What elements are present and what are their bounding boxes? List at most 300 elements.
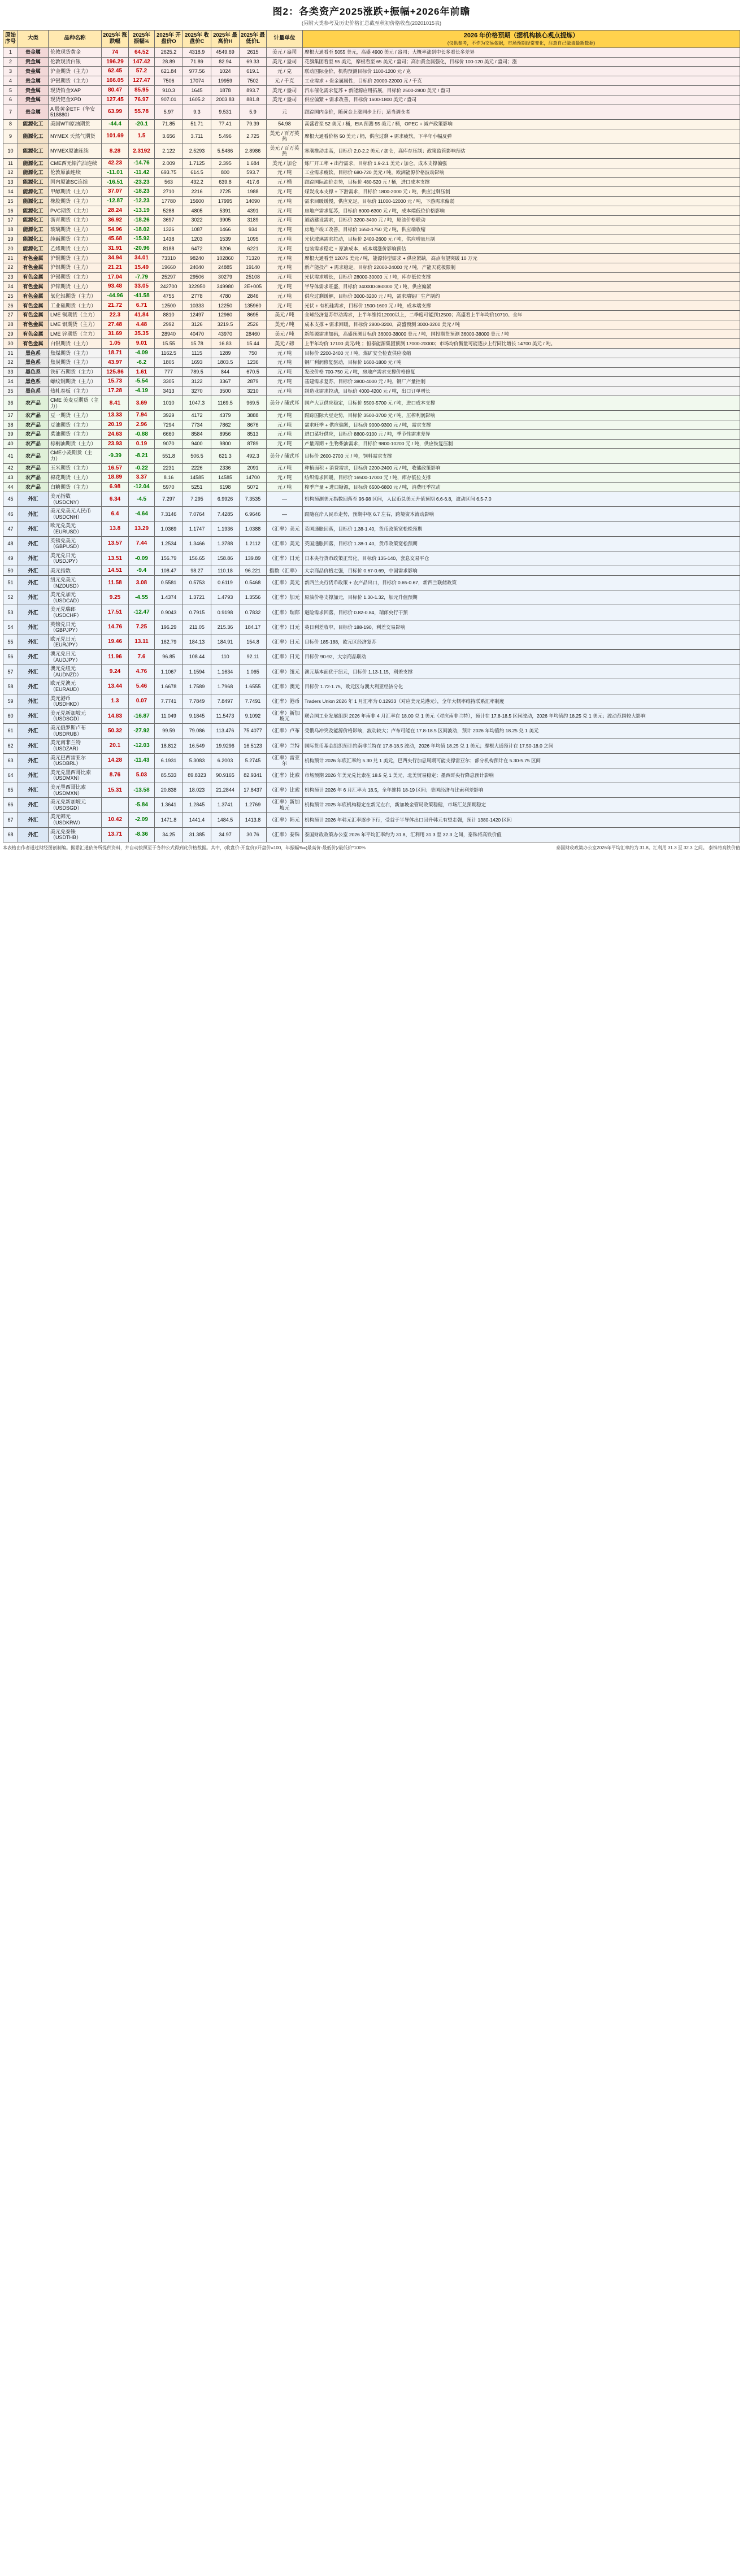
row-amplitude-pct: 7.6: [129, 649, 155, 664]
row-low: 1.3556: [240, 590, 267, 605]
row-index: 62: [3, 739, 18, 753]
row-index: 53: [3, 605, 18, 620]
row-open: 4755: [155, 292, 183, 301]
row-low: 6221: [240, 244, 267, 254]
row-change-pct: 6.98: [102, 483, 129, 492]
row-high: 1169.5: [211, 396, 240, 410]
row-index: 66: [3, 798, 18, 813]
row-open: 2.122: [155, 144, 183, 158]
row-forecast: 联合国工业发展组织 2026 年南非 4 月汇率在 18.00 兑 1 美元（对应南非兰特），预计在 17.8-18.5 区间波动，2026 年均值约 18.25 兑 1 美元；波动范围较大影响: [303, 709, 740, 723]
row-close: 3126: [183, 320, 211, 329]
row-unit: （汇率）澳元: [267, 679, 303, 694]
row-unit: 元 / 吨: [267, 282, 303, 292]
row-forecast: 机构预计 2025 年底机构稳定在新元左右，新加坡金管局政策稳健，市场汇兑预期稳定: [303, 798, 740, 813]
row-amplitude-pct: -11.43: [129, 753, 155, 768]
row-change-pct: 15.31: [102, 783, 129, 797]
row-close: 12497: [183, 310, 211, 320]
row-open: 2231: [155, 463, 183, 473]
row-amplitude-pct: -4.5: [129, 492, 155, 507]
row-change-pct: 63.99: [102, 105, 129, 119]
row-index: 2: [3, 57, 18, 67]
row-change-pct: 23.93: [102, 439, 129, 449]
table-row: [3, 215, 740, 225]
table-row: [3, 57, 740, 67]
row-forecast: 澳元基本面优于纽元，目标价 1.13-1.15，利差支撑: [303, 664, 740, 679]
row-low: 3210: [240, 386, 267, 396]
row-open: 8810: [155, 310, 183, 320]
row-unit: （汇率）瑞郎: [267, 605, 303, 620]
row-amplitude-pct: -12.04: [129, 483, 155, 492]
row-forecast: 全球经济复苏带动需求，上半年维持12000以上，二季度可能到12500；高盛看上半年均价10710、全年: [303, 310, 740, 320]
row-category: 有色金属: [18, 310, 49, 320]
footer-left: 本表格由作者通过财经图创制编。据悉汇通依务所提供资料，并自动按照至于各种公式得到此价格数据。其中，(收盘价-开盘价)/开盘价=100，年振幅%=(最高价-最低价)/最低价*100%: [3, 845, 366, 850]
row-category: 农产品: [18, 439, 49, 449]
row-category: 外汇: [18, 798, 49, 813]
row-category: 有色金属: [18, 320, 49, 329]
table-row: [3, 234, 740, 244]
col-low: 2025年 最低价L: [240, 31, 267, 48]
row-forecast: 国产大豆供应稳定，目标价 5500-5700 元 / 吨，进口成本支撑: [303, 396, 740, 410]
row-category: 农产品: [18, 449, 49, 463]
row-close: 1441.4: [183, 813, 211, 827]
row-category: 外汇: [18, 551, 49, 566]
table-row: [3, 282, 740, 292]
row-open: 1010: [155, 396, 183, 410]
row-change-pct: 13.51: [102, 551, 129, 566]
row-forecast: 包装需求稳定 + 原油成本，成本端涨价影响预估: [303, 244, 740, 254]
row-high: 7862: [211, 420, 240, 430]
row-low: 969.5: [240, 396, 267, 410]
row-index: 27: [3, 310, 18, 320]
row-low: 28460: [240, 329, 267, 339]
row-unit: 元 / 吨: [267, 358, 303, 367]
row-forecast: 摩根大通看至 12075 美元 / 吨，能源转型需求 + 供应紧缺，高点有望突破 10 万元: [303, 254, 740, 263]
row-unit: 元 / 吨: [267, 439, 303, 449]
row-low: 25108: [240, 272, 267, 282]
row-unit: 美元 / 吨: [267, 310, 303, 320]
row-index: 63: [3, 753, 18, 768]
row-index: 8: [3, 119, 18, 129]
row-change-pct: 14.83: [102, 709, 129, 723]
row-asset-name: 棉花期货（主力）: [49, 473, 102, 483]
row-open: 3.656: [155, 129, 183, 144]
row-asset-name: PVC期货（主力）: [49, 206, 102, 216]
row-change-pct: 9.25: [102, 590, 129, 605]
row-asset-name: A 股黄金ETF（华安 518880）: [49, 105, 102, 119]
table-row: [3, 396, 740, 410]
row-high: 77.41: [211, 119, 240, 129]
row-unit: 元 / 吨: [267, 367, 303, 377]
row-asset-name: 橡胶期货（主力）: [49, 197, 102, 206]
row-index: 56: [3, 649, 18, 664]
row-open: 3305: [155, 377, 183, 386]
table-row: [3, 566, 740, 576]
row-forecast: 摩根大通看至 5055 美元，高盛 4900 美元 / 盎司；大概率涨到中长多看长多差异: [303, 47, 740, 57]
row-open: 777: [155, 367, 183, 377]
row-open: 7294: [155, 420, 183, 430]
row-close: 14585: [183, 473, 211, 483]
row-unit: 元 / 吨: [267, 254, 303, 263]
row-close: 977.56: [183, 67, 211, 76]
row-change-pct: 50.32: [102, 724, 129, 739]
row-forecast: 摩根大通看价格 50 美元 / 桶，供应过剩 + 需求疲软，下半年小幅反弹: [303, 129, 740, 144]
row-index: 44: [3, 483, 18, 492]
row-high: 16.83: [211, 339, 240, 349]
row-unit: 元 / 克: [267, 67, 303, 76]
row-high: 11.5473: [211, 709, 240, 723]
page-title: 图2：各类资产2025涨跌+振幅+2026年前瞻: [272, 6, 471, 17]
table-row: [3, 95, 740, 105]
row-index: 28: [3, 320, 18, 329]
table-row: [3, 119, 740, 129]
row-index: 52: [3, 590, 18, 605]
row-index: 64: [3, 768, 18, 783]
row-amplitude-pct: -18.02: [129, 225, 155, 234]
table-row: [3, 187, 740, 197]
row-asset-name: 沪铝期货（主力）: [49, 263, 102, 272]
row-open: 17780: [155, 197, 183, 206]
row-forecast: 原油价格支撑加元，目标价 1.30-1.32，加元升值预期: [303, 590, 740, 605]
row-asset-name: 欧元兑澳元（EURAUD）: [49, 679, 102, 694]
row-forecast: 机构预测美元指数回落至 96-98 区间，人民币兑美元升值预期 6.6-6.8，波动区间 6.5-7.0: [303, 492, 740, 507]
row-asset-name: 工业硅期货（主力）: [49, 301, 102, 311]
row-unit: （汇率）日元: [267, 649, 303, 664]
row-forecast: 受俄乌冲突及能源价格影响，波动较大；卢布可能在 17.8-18.5 区间波动，预计 2026 年均值约 18.25 兑 1 美元: [303, 724, 740, 739]
row-close: 98240: [183, 254, 211, 263]
row-amplitude-pct: 76.97: [129, 95, 155, 105]
row-change-pct: 9.24: [102, 664, 129, 679]
row-amplitude-pct: 13.11: [129, 635, 155, 649]
row-low: 0.7832: [240, 605, 267, 620]
row-high: 5.496: [211, 129, 240, 144]
row-amplitude-pct: -7.79: [129, 272, 155, 282]
row-amplitude-pct: -0.88: [129, 429, 155, 439]
row-open: 3413: [155, 386, 183, 396]
row-forecast: 光伏玻璃需求拉动，目标价 2400-2600 元 / 吨，供应增量压制: [303, 234, 740, 244]
row-category: 外汇: [18, 753, 49, 768]
row-category: 农产品: [18, 411, 49, 420]
row-change-pct: 36.92: [102, 215, 129, 225]
row-forecast: 发改价格 700-750 元 / 吨，房地产需求支撑价格修复: [303, 367, 740, 377]
row-close: 506.5: [183, 449, 211, 463]
row-change-pct: 8.76: [102, 768, 129, 783]
row-unit: 美元 / 吨: [267, 329, 303, 339]
row-index: 37: [3, 411, 18, 420]
row-close: 10333: [183, 301, 211, 311]
row-unit: 元 / 吨: [267, 483, 303, 492]
row-close: 0.5753: [183, 575, 211, 590]
row-low: 2846: [240, 292, 267, 301]
row-category: 能源化工: [18, 119, 49, 129]
row-high: 4379: [211, 411, 240, 420]
row-low: 2.725: [240, 129, 267, 144]
row-close: 5251: [183, 483, 211, 492]
row-close: 1605.2: [183, 95, 211, 105]
row-change-pct: 18.71: [102, 349, 129, 358]
row-amplitude-pct: -0.22: [129, 463, 155, 473]
row-index: 40: [3, 439, 18, 449]
row-index: 24: [3, 282, 18, 292]
row-forecast: 上半年均价 17100 美元/吨 ；恒泰能源集团预测 17000-20000；市场均价衡量可能逐步上行同比增长 14700 美元 / 吨。: [303, 339, 740, 349]
row-change-pct: 62.45: [102, 67, 129, 76]
row-category: 外汇: [18, 783, 49, 797]
row-amplitude-pct: 33.05: [129, 282, 155, 292]
row-index: 3: [3, 67, 18, 76]
row-open: 28940: [155, 329, 183, 339]
row-unit: 美元 / 盎司: [267, 86, 303, 95]
row-open: 9070: [155, 439, 183, 449]
row-low: 1.0388: [240, 522, 267, 536]
row-open: 551.8: [155, 449, 183, 463]
row-open: 8.16: [155, 473, 183, 483]
table-row: [3, 168, 740, 177]
assets-table: [3, 30, 740, 842]
row-category: 农产品: [18, 473, 49, 483]
col-forecast-title: 2026 年价格预期（据机构核心观点提炼）: [463, 32, 579, 39]
table-row: [3, 386, 740, 396]
row-high: 1539: [211, 234, 240, 244]
row-low: 3888: [240, 411, 267, 420]
row-category: 黑色系: [18, 358, 49, 367]
row-index: 55: [3, 635, 18, 649]
row-high: 19.9296: [211, 739, 240, 753]
row-index: 58: [3, 679, 18, 694]
row-low: 14090: [240, 197, 267, 206]
row-index: 15: [3, 197, 18, 206]
table-row: [3, 310, 740, 320]
row-asset-name: 伦敦现货黄金: [49, 47, 102, 57]
row-forecast: 高盛看至 52 美元 / 桶，EIA 预测 55 美元 / 桶，OPEC + 减产政策影响: [303, 119, 740, 129]
row-index: 17: [3, 215, 18, 225]
row-index: 42: [3, 463, 18, 473]
row-high: 184.91: [211, 635, 240, 649]
row-forecast: 市场预期 2026 年美元兑比索在 18.5 兑 1 美元，北美贸易稳定；墨西哥央行降息预计影响: [303, 768, 740, 783]
col-cat: 大类: [18, 31, 49, 48]
row-category: 能源化工: [18, 144, 49, 158]
row-change-pct: 34.94: [102, 254, 129, 263]
row-category: 外汇: [18, 620, 49, 635]
row-high: 158.86: [211, 551, 240, 566]
row-unit: （汇率）加元: [267, 590, 303, 605]
row-low: 0.5468: [240, 575, 267, 590]
row-unit: 元 / 吨: [267, 272, 303, 282]
row-high: 3905: [211, 215, 240, 225]
row-category: 外汇: [18, 575, 49, 590]
row-asset-name: 沥青期货（主力）: [49, 215, 102, 225]
row-category: 贵金属: [18, 67, 49, 76]
table-row: [3, 709, 740, 723]
row-asset-name: 英镑兑日元（GBPJPY）: [49, 620, 102, 635]
row-asset-name: NYMEX原油连续: [49, 144, 102, 158]
table-row: [3, 575, 740, 590]
row-change-pct: -16.51: [102, 177, 129, 187]
row-category: 外汇: [18, 492, 49, 507]
row-open: 0.5581: [155, 575, 183, 590]
row-amplitude-pct: -12.23: [129, 197, 155, 206]
row-high: 12250: [211, 301, 240, 311]
row-unit: （汇率）港币: [267, 694, 303, 709]
row-close: 2778: [183, 292, 211, 301]
row-amplitude-pct: 85.95: [129, 86, 155, 95]
row-high: 2725: [211, 187, 240, 197]
row-category: 农产品: [18, 463, 49, 473]
row-high: 12960: [211, 310, 240, 320]
row-high: 6.2003: [211, 753, 240, 768]
row-high: 4780: [211, 292, 240, 301]
row-change-pct: 10.42: [102, 813, 129, 827]
row-amplitude-pct: -12.47: [129, 605, 155, 620]
row-close: 1.7125: [183, 159, 211, 168]
row-index: 51: [3, 575, 18, 590]
row-category: 贵金属: [18, 47, 49, 57]
table-row: [3, 339, 740, 349]
row-unit: 元 / 吨: [267, 473, 303, 483]
row-unit: 元 / 吨: [267, 301, 303, 311]
row-unit: 指数（汇率）: [267, 566, 303, 576]
row-forecast: 英国通胀回落，目标价 1.38-1.40，货币政策宽松预期: [303, 536, 740, 551]
row-unit: 元 / 吨: [267, 429, 303, 439]
row-amplitude-pct: -6.2: [129, 358, 155, 367]
row-category: 能源化工: [18, 187, 49, 197]
row-high: 6198: [211, 483, 240, 492]
row-category: 外汇: [18, 709, 49, 723]
row-amplitude-pct: 15.49: [129, 263, 155, 272]
row-high: 110: [211, 649, 240, 664]
table-row: [3, 739, 740, 753]
row-low: 16.5123: [240, 739, 267, 753]
row-unit: （汇率）纽元: [267, 664, 303, 679]
row-low: 2.8986: [240, 144, 267, 158]
row-asset-name: 白糖期货（主力）: [49, 483, 102, 492]
row-change-pct: 21.72: [102, 301, 129, 311]
table-row: [3, 367, 740, 377]
row-asset-name: 伦敦现货白银: [49, 57, 102, 67]
row-asset-name: 现货钯金XPD: [49, 95, 102, 105]
row-low: 492.3: [240, 449, 267, 463]
row-asset-name: 氧化铝期货（主力）: [49, 292, 102, 301]
table-row: [3, 292, 740, 301]
row-high: 14585: [211, 473, 240, 483]
row-index: 39: [3, 429, 18, 439]
row-close: 31.385: [183, 827, 211, 842]
row-open: 71.85: [155, 119, 183, 129]
table-row: [3, 798, 740, 813]
row-low: 7.7491: [240, 694, 267, 709]
row-category: 贵金属: [18, 105, 49, 119]
row-close: 7.0764: [183, 507, 211, 522]
row-high: 1289: [211, 349, 240, 358]
row-asset-name: 螺纹钢期货（主力）: [49, 377, 102, 386]
row-category: 外汇: [18, 649, 49, 664]
row-amplitude-pct: -18.26: [129, 215, 155, 225]
row-unit: （汇率）泰铢: [267, 827, 303, 842]
row-change-pct: 166.05: [102, 76, 129, 86]
row-asset-name: 美元墨西哥比索（USDMXN）: [49, 783, 102, 797]
row-change-pct: 101.69: [102, 129, 129, 144]
row-open: 1.6678: [155, 679, 183, 694]
row-open: 2625.2: [155, 47, 183, 57]
row-low: 7.3535: [240, 492, 267, 507]
row-asset-name: CME小麦期货（主力）: [49, 449, 102, 463]
row-index: 12: [3, 168, 18, 177]
row-high: 9.531: [211, 105, 240, 119]
row-index: 18: [3, 225, 18, 234]
row-category: 外汇: [18, 536, 49, 551]
table-row: [3, 329, 740, 339]
row-category: 能源化工: [18, 177, 49, 187]
row-amplitude-pct: -16.87: [129, 709, 155, 723]
row-close: 3270: [183, 386, 211, 396]
row-low: 2526: [240, 320, 267, 329]
row-close: 184.13: [183, 635, 211, 649]
table-row: [3, 67, 740, 76]
row-category: 有色金属: [18, 339, 49, 349]
row-unit: 元: [267, 105, 303, 119]
row-open: 99.59: [155, 724, 183, 739]
row-open: 96.85: [155, 649, 183, 664]
row-high: 5391: [211, 206, 240, 216]
row-index: 10: [3, 144, 18, 158]
row-forecast: 需求回暖缓慢，供应充足，目标价 11000-12000 元 / 吨，下游需求偏弱: [303, 197, 740, 206]
table-row: [3, 177, 740, 187]
row-unit: （汇率）美元: [267, 536, 303, 551]
row-change-pct: 20.19: [102, 420, 129, 430]
table-row: [3, 320, 740, 329]
row-amplitude-pct: 2.3192: [129, 144, 155, 158]
row-unit: （汇率）新加坡元: [267, 709, 303, 723]
row-change-pct: 11.96: [102, 649, 129, 664]
table-row: [3, 483, 740, 492]
col-chg: 2025年 涨跌幅: [102, 31, 129, 48]
row-unit: 元 / 吨: [267, 206, 303, 216]
row-forecast: 机构预计 2026 年韩元汇率逐步下行，受益于半导体出口回升韩元有望走强，预计 1380-1420 区间: [303, 813, 740, 827]
row-category: 能源化工: [18, 129, 49, 144]
row-asset-name: 沪铜期货（主力）: [49, 254, 102, 263]
table-row: [3, 244, 740, 254]
row-close: 8584: [183, 429, 211, 439]
row-close: 4318.9: [183, 47, 211, 57]
table-row: [3, 449, 740, 463]
row-amplitude-pct: 2.96: [129, 420, 155, 430]
row-asset-name: 菜油期货（主力）: [49, 429, 102, 439]
row-close: 1693: [183, 358, 211, 367]
row-high: 82.94: [211, 57, 240, 67]
row-change-pct: 16.57: [102, 463, 129, 473]
row-open: 12500: [155, 301, 183, 311]
row-category: 外汇: [18, 522, 49, 536]
row-asset-name: 美元兑加元（USDCAD）: [49, 590, 102, 605]
row-category: 贵金属: [18, 57, 49, 67]
row-unit: （汇率）韩元: [267, 813, 303, 827]
row-open: 0.9043: [155, 605, 183, 620]
row-open: 907.01: [155, 95, 183, 105]
row-category: 贵金属: [18, 86, 49, 95]
table-row: [3, 439, 740, 449]
table-row: [3, 463, 740, 473]
row-low: 184.17: [240, 620, 267, 635]
row-high: 844: [211, 367, 240, 377]
row-category: 外汇: [18, 827, 49, 842]
row-high: 5.5486: [211, 144, 240, 158]
row-index: 61: [3, 724, 18, 739]
footer: [3, 845, 740, 851]
row-high: 1878: [211, 86, 240, 95]
row-low: 7502: [240, 76, 267, 86]
row-unit: 元 / 吨: [267, 225, 303, 234]
row-high: 1.3788: [211, 536, 240, 551]
row-unit: —: [267, 507, 303, 522]
row-close: 18.023: [183, 783, 211, 797]
